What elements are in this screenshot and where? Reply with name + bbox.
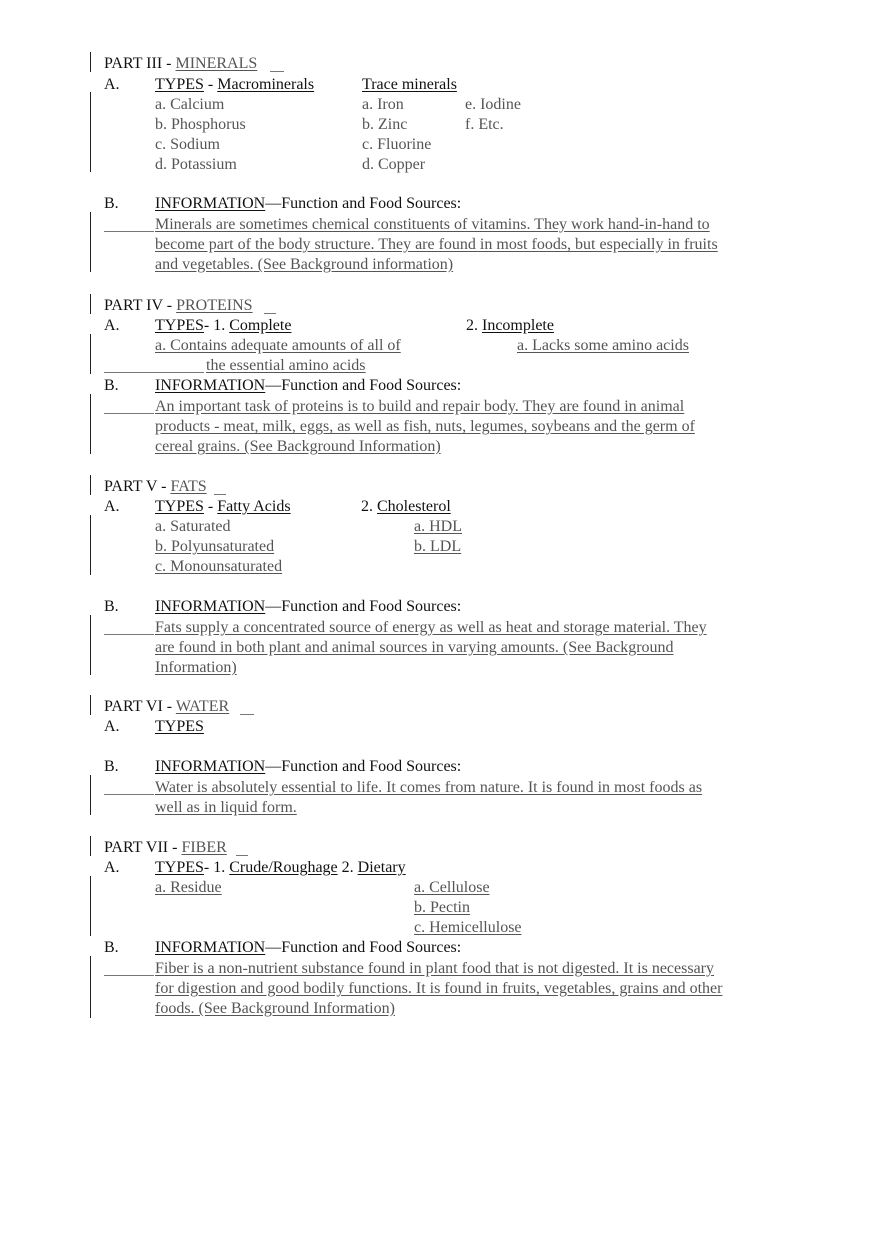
paragraph-line: well as in liquid form. bbox=[155, 799, 297, 816]
paragraph-line: become part of the body structure. They are found in most foods, but especially in fruits bbox=[155, 236, 718, 253]
part6-topic: WATER bbox=[175, 698, 230, 715]
underline-fill bbox=[240, 714, 254, 715]
part7-topic: FIBER bbox=[181, 839, 227, 856]
part5-col2: 2. Cholesterol bbox=[361, 498, 451, 515]
paragraph-line: for digestion and good bodily functions. It is found in fruits, vegetables, grains and other bbox=[155, 980, 723, 997]
part4-a-label: A. bbox=[104, 317, 120, 334]
underline-fill bbox=[236, 855, 248, 856]
info-label: INFORMATION bbox=[155, 598, 266, 615]
underline-fill bbox=[104, 634, 154, 635]
part5-b-label: B. bbox=[104, 598, 119, 615]
underline-fill bbox=[104, 794, 154, 795]
revision-bar bbox=[90, 52, 91, 72]
part4-col1-title: Complete bbox=[229, 317, 292, 334]
part7-col2-title: Dietary bbox=[357, 859, 406, 876]
underline-fill bbox=[104, 231, 154, 232]
underline-fill bbox=[214, 494, 226, 495]
revision-bar bbox=[90, 775, 91, 815]
part7-col1-title: Crude/Roughage bbox=[229, 859, 338, 876]
list-item: d. Copper bbox=[362, 156, 426, 173]
paragraph-line: An important task of proteins is to build and repair body. They are found in animal bbox=[155, 398, 685, 415]
part4-info-heading: INFORMATION—Function and Food Sources: bbox=[155, 377, 462, 394]
list-item: c. Monounsaturated bbox=[155, 558, 283, 575]
revision-bar bbox=[90, 92, 91, 172]
paragraph-line: are found in both plant and animal sources in varying amounts. (See Background bbox=[155, 639, 674, 656]
list-item: a. Saturated bbox=[155, 518, 231, 535]
list-item: a. Residue bbox=[155, 879, 222, 896]
part5-col1-title: Fatty Acids bbox=[217, 498, 291, 515]
revision-bar bbox=[90, 475, 91, 495]
underline-fill bbox=[104, 413, 154, 414]
part3-col2-title: Trace minerals bbox=[362, 76, 457, 93]
info-label: INFORMATION bbox=[155, 758, 266, 775]
revision-bar bbox=[90, 695, 91, 715]
list-item: b. Zinc bbox=[362, 116, 408, 133]
part5-topic: FATS bbox=[170, 478, 207, 495]
list-item: a. HDL bbox=[414, 518, 462, 535]
list-item: a. Iron bbox=[362, 96, 404, 113]
list-item: a. Calcium bbox=[155, 96, 225, 113]
part7-b-label: B. bbox=[104, 939, 119, 956]
list-item: c. Fluorine bbox=[362, 136, 432, 153]
part7-types-row: TYPES- 1. Crude/Roughage 2. Dietary bbox=[155, 859, 406, 876]
list-item: b. Phosphorus bbox=[155, 116, 246, 133]
part7-info-heading: INFORMATION—Function and Food Sources: bbox=[155, 939, 462, 956]
revision-bar bbox=[90, 394, 91, 454]
revision-bar bbox=[90, 334, 91, 374]
part4-b-label: B. bbox=[104, 377, 119, 394]
part6-heading: PART VI - WATER bbox=[104, 698, 230, 715]
underline-fill bbox=[270, 71, 284, 72]
underline-fill bbox=[104, 372, 204, 373]
revision-bar bbox=[90, 212, 91, 272]
paragraph-line: Fats supply a concentrated source of energy as well as heat and storage material. They bbox=[155, 619, 707, 636]
paragraph-line: cereal grains. (See Background Information) bbox=[155, 438, 441, 455]
info-label: INFORMATION bbox=[155, 377, 266, 394]
list-item: d. Potassium bbox=[155, 156, 237, 173]
part6-b-label: B. bbox=[104, 758, 119, 775]
revision-bar bbox=[90, 515, 91, 575]
part3-heading: PART III - MINERALS bbox=[104, 55, 258, 72]
part4-topic: PROTEINS bbox=[176, 297, 253, 314]
revision-bar bbox=[90, 294, 91, 314]
paragraph-line: and vegetables. (See Background information) bbox=[155, 256, 454, 273]
list-item: b. LDL bbox=[414, 538, 462, 555]
part3-b-label: B. bbox=[104, 195, 119, 212]
underline-fill bbox=[264, 313, 276, 314]
revision-bar bbox=[90, 876, 91, 936]
types-label: TYPES bbox=[155, 76, 204, 93]
part6-a-label: A. bbox=[104, 718, 120, 735]
part3-col1-title: Macrominerals bbox=[217, 76, 315, 93]
part5-heading: PART V - FATS bbox=[104, 478, 207, 495]
part5-col2-title: Cholesterol bbox=[377, 498, 451, 515]
part3-topic: MINERALS bbox=[175, 55, 258, 72]
part7-heading: PART VII - FIBER bbox=[104, 839, 227, 856]
paragraph-line: Water is absolutely essential to life. It comes from nature. It is found in most foods as bbox=[155, 779, 703, 796]
paragraph-line: foods. (See Background Information) bbox=[155, 1000, 395, 1017]
paragraph-line: Fiber is a non-nutrient substance found in plant food that is not digested. It is necessary bbox=[155, 960, 714, 977]
list-item: b. Pectin bbox=[414, 899, 470, 916]
part4-col2-title: Incomplete bbox=[482, 317, 554, 334]
list-item: e. Iodine bbox=[465, 96, 521, 113]
list-item: c. Hemicellulose bbox=[414, 919, 522, 936]
info-label: INFORMATION bbox=[155, 939, 266, 956]
part4-types-row: TYPES- 1. Complete bbox=[155, 317, 292, 334]
paragraph-line: products - meat, milk, eggs, as well as fish, nuts, legumes, soybeans and the germ of bbox=[155, 418, 695, 435]
part4-col2: 2. Incomplete bbox=[466, 317, 554, 334]
types-label: TYPES bbox=[155, 498, 204, 515]
part5-types-row: TYPES - Fatty Acids bbox=[155, 498, 291, 515]
revision-bar bbox=[90, 615, 91, 675]
revision-bar bbox=[90, 836, 91, 856]
list-item: the essential amino acids bbox=[206, 357, 366, 374]
types-label: TYPES bbox=[155, 317, 204, 334]
revision-bar bbox=[90, 956, 91, 1018]
part4-heading: PART IV - PROTEINS bbox=[104, 297, 253, 314]
info-label: INFORMATION bbox=[155, 195, 266, 212]
list-item: f. Etc. bbox=[465, 116, 504, 133]
part5-info-heading: INFORMATION—Function and Food Sources: bbox=[155, 598, 462, 615]
types-label: TYPES bbox=[155, 718, 204, 735]
part3-types-row: TYPES - Macrominerals bbox=[155, 76, 315, 93]
list-item: c. Sodium bbox=[155, 136, 220, 153]
types-label: TYPES bbox=[155, 859, 204, 876]
part7-a-label: A. bbox=[104, 859, 120, 876]
list-item: a. Contains adequate amounts of all of bbox=[155, 337, 401, 354]
list-item: b. Polyunsaturated bbox=[155, 538, 275, 555]
paragraph-line: Minerals are sometimes chemical constituents of vitamins. They work hand-in-hand to bbox=[155, 216, 710, 233]
underline-fill bbox=[104, 975, 154, 976]
paragraph-line: Information) bbox=[155, 659, 237, 676]
list-item: a. Lacks some amino acids bbox=[517, 337, 689, 354]
list-item: a. Cellulose bbox=[414, 879, 490, 896]
part3-info-heading: INFORMATION—Function and Food Sources: bbox=[155, 195, 462, 212]
part3-a-label: A. bbox=[104, 76, 120, 93]
part6-info-heading: INFORMATION—Function and Food Sources: bbox=[155, 758, 462, 775]
part5-a-label: A. bbox=[104, 498, 120, 515]
